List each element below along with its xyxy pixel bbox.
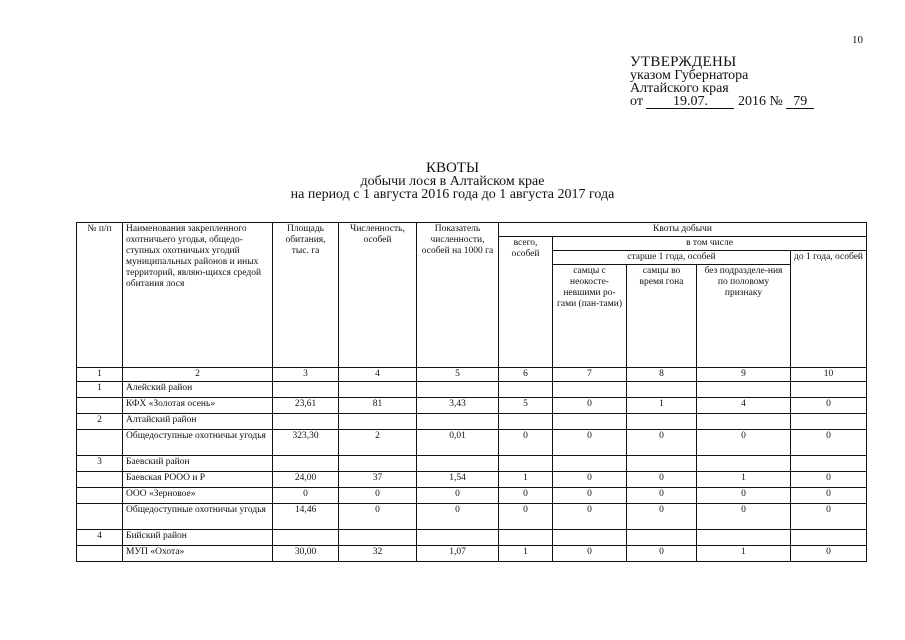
- cell-density: [417, 414, 499, 430]
- cell-rut: 0: [627, 472, 697, 488]
- cell-area: [273, 530, 339, 546]
- cell-males: 0: [553, 504, 627, 530]
- table-row: [77, 488, 867, 504]
- cell-name: Алейский район: [123, 382, 273, 398]
- col-number-8: 8: [627, 368, 697, 382]
- cell-density: 1,54: [417, 472, 499, 488]
- cell-nosex: [697, 414, 791, 430]
- header-num: № п/п: [77, 223, 123, 368]
- cell-young: [791, 530, 867, 546]
- cell-count: [339, 456, 417, 472]
- header-young: до 1 года, особей: [791, 251, 867, 368]
- cell-nosex: 1: [697, 472, 791, 488]
- cell-count: [339, 530, 417, 546]
- col-number-4: 4: [339, 368, 417, 382]
- cell-area: 30,00: [273, 546, 339, 562]
- cell-num: 1: [77, 382, 123, 398]
- col-number-2: 2: [123, 368, 273, 382]
- cell-rut: [627, 382, 697, 398]
- header-nosex: без подразделе-ния по половому признаку: [697, 265, 791, 368]
- cell-nosex: 1: [697, 546, 791, 562]
- cell-young: 0: [791, 504, 867, 530]
- cell-rut: [627, 456, 697, 472]
- cell-males: 0: [553, 546, 627, 562]
- cell-rut: 0: [627, 488, 697, 504]
- table-row: [77, 472, 867, 488]
- quota-table: [76, 222, 867, 562]
- cell-name: Общедоступные охотничьи угодья: [123, 430, 273, 456]
- cell-name: Алтайский район: [123, 414, 273, 430]
- cell-rut: 0: [627, 546, 697, 562]
- cell-num: [77, 504, 123, 530]
- cell-density: 0: [417, 504, 499, 530]
- cell-count: 0: [339, 504, 417, 530]
- cell-rut: 0: [627, 504, 697, 530]
- cell-density: [417, 382, 499, 398]
- cell-nosex: [697, 530, 791, 546]
- table-row: [77, 430, 867, 456]
- cell-name: МУП «Охота»: [123, 546, 273, 562]
- cell-name: Баевский район: [123, 456, 273, 472]
- cell-nosex: [697, 456, 791, 472]
- cell-num: [77, 488, 123, 504]
- cell-area: 323,30: [273, 430, 339, 456]
- col-number-10: 10: [791, 368, 867, 382]
- col-number-1: 1: [77, 368, 123, 382]
- table-row-district: [77, 530, 867, 546]
- cell-num: [77, 430, 123, 456]
- cell-young: 0: [791, 398, 867, 414]
- cell-density: 1,07: [417, 546, 499, 562]
- header-count: Численность, особей: [339, 223, 417, 368]
- cell-males: 0: [553, 430, 627, 456]
- col-number-9: 9: [697, 368, 791, 382]
- cell-young: 0: [791, 430, 867, 456]
- cell-num: [77, 546, 123, 562]
- cell-num: [77, 398, 123, 414]
- cell-count: 32: [339, 546, 417, 562]
- table-row-district: [77, 456, 867, 472]
- cell-nosex: 0: [697, 504, 791, 530]
- document-title: [0, 162, 905, 201]
- cell-density: 0,01: [417, 430, 499, 456]
- approval-date-line: [630, 95, 814, 109]
- cell-total: 1: [499, 472, 553, 488]
- cell-num: 3: [77, 456, 123, 472]
- cell-num: [77, 472, 123, 488]
- cell-males: 0: [553, 472, 627, 488]
- header-rut: самцы во время гона: [627, 265, 697, 368]
- cell-total: [499, 530, 553, 546]
- approval-year-label: 2016 №: [737, 94, 783, 109]
- cell-total: [499, 414, 553, 430]
- cell-name: Общедоступные охотничьи угодья: [123, 504, 273, 530]
- table-row: [77, 546, 867, 562]
- table-row-district: [77, 414, 867, 430]
- cell-count: 0: [339, 488, 417, 504]
- table-row: [77, 398, 867, 414]
- cell-young: 0: [791, 546, 867, 562]
- cell-young: [791, 382, 867, 398]
- cell-density: 3,43: [417, 398, 499, 414]
- cell-area: 14,46: [273, 504, 339, 530]
- header-older: старше 1 года, особей: [553, 251, 791, 265]
- cell-young: 0: [791, 488, 867, 504]
- header-including: в том числе: [553, 237, 867, 251]
- col-number-7: 7: [553, 368, 627, 382]
- cell-total: 1: [499, 546, 553, 562]
- cell-young: [791, 414, 867, 430]
- cell-males: [553, 382, 627, 398]
- cell-total: 5: [499, 398, 553, 414]
- approval-line-region: Алтайского края: [630, 81, 729, 96]
- cell-area: [273, 414, 339, 430]
- cell-nosex: [697, 382, 791, 398]
- cell-density: [417, 530, 499, 546]
- table-row: [77, 504, 867, 530]
- page-number: 10: [852, 34, 863, 46]
- cell-males: 0: [553, 488, 627, 504]
- cell-males: [553, 530, 627, 546]
- cell-area: [273, 382, 339, 398]
- header-total: всего, особей: [499, 237, 553, 368]
- cell-count: 2: [339, 430, 417, 456]
- cell-count: 37: [339, 472, 417, 488]
- cell-total: [499, 456, 553, 472]
- cell-count: [339, 382, 417, 398]
- cell-area: 23,61: [273, 398, 339, 414]
- cell-density: 0: [417, 488, 499, 504]
- cell-rut: [627, 530, 697, 546]
- approval-heading: УТВЕРЖДЕНЫ: [630, 54, 737, 70]
- cell-rut: 0: [627, 430, 697, 456]
- cell-total: 0: [499, 430, 553, 456]
- col-number-3: 3: [273, 368, 339, 382]
- header-density: Показатель численности, особей на 1000 га: [417, 223, 499, 368]
- approval-number: 79: [786, 96, 814, 109]
- cell-count: [339, 414, 417, 430]
- approval-from-label: от: [630, 94, 643, 109]
- cell-young: [791, 456, 867, 472]
- cell-males: [553, 456, 627, 472]
- cell-males: 0: [553, 398, 627, 414]
- cell-name: Баевская РОOO и Р: [123, 472, 273, 488]
- cell-area: 0: [273, 488, 339, 504]
- cell-density: [417, 456, 499, 472]
- cell-rut: [627, 414, 697, 430]
- col-number-5: 5: [417, 368, 499, 382]
- cell-name: ООО «Зерновое»: [123, 488, 273, 504]
- cell-nosex: 0: [697, 430, 791, 456]
- cell-males: [553, 414, 627, 430]
- col-number-6: 6: [499, 368, 553, 382]
- cell-total: 0: [499, 488, 553, 504]
- header-quotas: Квоты добычи: [499, 223, 867, 237]
- header-name: Наименования закрепленного охотничьего угодья, общедо-ступных охотничьих угодий муниципальных районов и иных территорий, являю-щихся средой обитания лося: [123, 223, 273, 368]
- title-line-3: на период с 1 августа 2016 года до 1 августа 2017 года: [290, 187, 615, 202]
- cell-num: 4: [77, 530, 123, 546]
- header-males: самцы с неокосте-невшими ро-гами (пан-тами): [553, 265, 627, 368]
- cell-area: [273, 456, 339, 472]
- cell-total: 0: [499, 504, 553, 530]
- cell-area: 24,00: [273, 472, 339, 488]
- cell-nosex: 0: [697, 488, 791, 504]
- cell-name: Бийский район: [123, 530, 273, 546]
- cell-nosex: 4: [697, 398, 791, 414]
- cell-total: [499, 382, 553, 398]
- approval-line-decree: указом Губернатора: [630, 68, 749, 83]
- cell-name: КФХ «Золотая осень»: [123, 398, 273, 414]
- table-row-district: [77, 382, 867, 398]
- cell-young: 0: [791, 472, 867, 488]
- title-line-2: добычи лося в Алтайском крае: [360, 174, 545, 189]
- cell-rut: 1: [627, 398, 697, 414]
- cell-count: 81: [339, 398, 417, 414]
- header-area: Площадь обитания, тыс. га: [273, 223, 339, 368]
- title-line-1: КВОТЫ: [425, 160, 480, 176]
- cell-num: 2: [77, 414, 123, 430]
- approval-stamp: [630, 56, 814, 109]
- approval-date: 19.07.: [646, 96, 734, 109]
